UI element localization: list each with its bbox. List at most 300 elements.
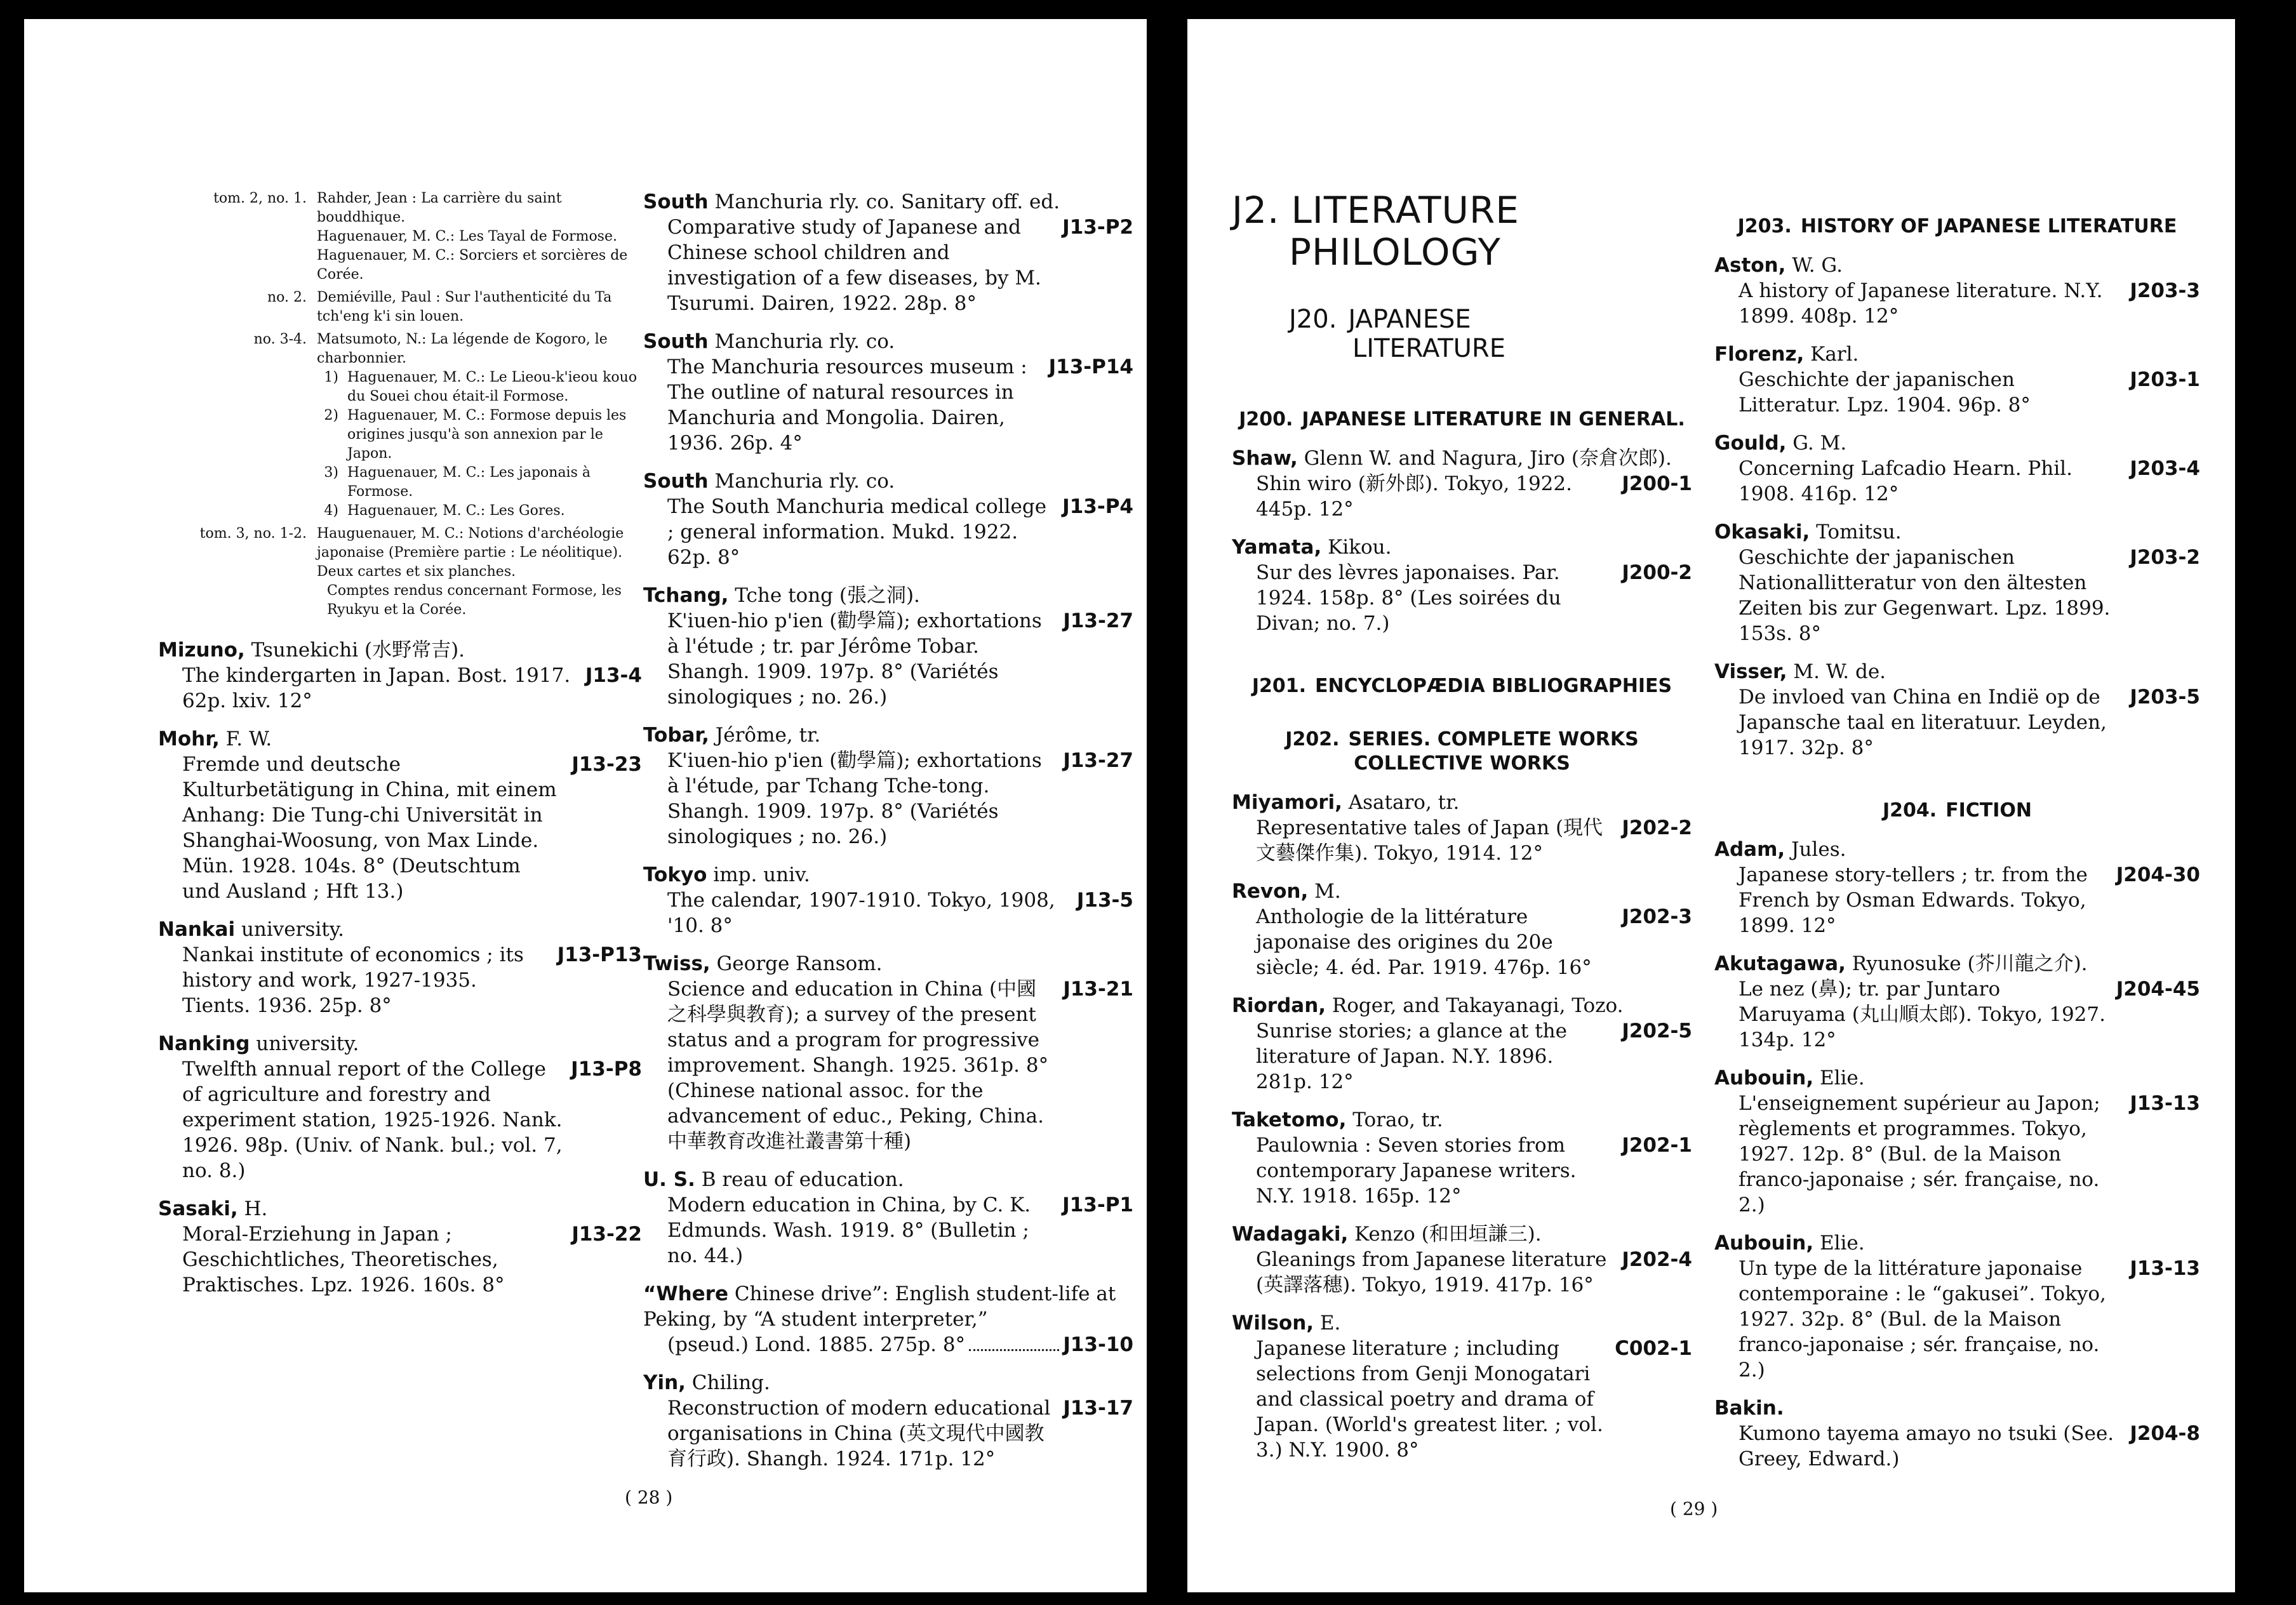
tome-label <box>158 227 317 246</box>
tome-article: Haguenauer, M. C.: Sorciers et sorcières de Corée. <box>317 248 628 283</box>
call-number: J202-3 <box>1622 905 1692 928</box>
entry-author: Okasaki, <box>1714 521 1810 543</box>
entry-citation <box>667 608 1133 710</box>
entry-body <box>1714 278 2200 329</box>
entry-citation <box>1256 560 1692 636</box>
entry-author: South <box>643 470 709 493</box>
catalog-entry <box>1232 535 1692 636</box>
entry-description: Representative tales of Japan (現代文藝傑作集). Tokyo, 1914. 12° <box>1256 816 1603 865</box>
entry-heading <box>1232 993 1692 1018</box>
entry-citation <box>1256 1336 1692 1463</box>
catalog-entry <box>1232 790 1692 866</box>
entry-heading <box>643 189 1133 215</box>
tome-label: tom. 2, no. 1. <box>213 190 307 206</box>
call-number: J203-4 <box>2130 457 2200 480</box>
entry-body <box>1714 456 2200 507</box>
tome-block <box>158 524 642 620</box>
entry-name: Jérôme, tr. <box>709 724 821 747</box>
entry-description: Reconstruction of modern educational organisations in China (英文現代中國教育行政). Shangh. 1924. 171p. 12° <box>667 1397 1051 1470</box>
entry-heading <box>643 862 1133 888</box>
entry-description: Science and education in China (中國之科學與教育); a survey of the present status and a program for progressive improvement. Shangh. 1925. 361p. 8° (Chinese national assoc. for the advancement of educ., Peking, China. 中華教育改進社叢書第十種) <box>667 978 1049 1153</box>
entry-citation <box>1256 1133 1692 1209</box>
catalog-entry <box>1714 1065 2200 1218</box>
entry-name: E. <box>1314 1312 1341 1335</box>
chapter-line2: PHILOLOGY <box>1289 230 1501 274</box>
entry-heading <box>1714 837 2200 862</box>
tome-article: Rahder, Jean : La carrière du saint bouddhique. <box>317 190 562 225</box>
entry-description: The Manchuria resources museum : The outline of natural resources in Manchuria and Mongolia. Dairen, 1936. 26p. 4° <box>667 356 1027 455</box>
entry-author: Revon, <box>1232 880 1309 903</box>
tome-article: Matsumoto, N.: La légende de Kogoro, le charbonnier. <box>317 331 608 366</box>
entry-body <box>1232 815 1692 866</box>
entry-name: Torao, tr. <box>1346 1109 1443 1131</box>
entry-description: Japanese story-tellers ; tr. from the French by Osman Edwards. Tokyo, 1899. 12° <box>1739 863 2088 937</box>
entry-author: Bakin. <box>1714 1397 1784 1420</box>
catalog-entry <box>1714 659 2200 761</box>
entry-heading <box>643 1167 1133 1192</box>
entry-author: Wadagaki, <box>1232 1223 1349 1246</box>
entry-heading <box>643 583 1133 608</box>
entry-author: Tchang, <box>643 584 729 607</box>
catalog-entry <box>1232 993 1692 1095</box>
entry-heading <box>1232 446 1692 471</box>
sub-number: 1) <box>324 370 338 385</box>
entry-citation <box>182 752 642 904</box>
tome-row <box>158 189 642 227</box>
catalog-entry <box>1714 430 2200 507</box>
entry-author: Riordan, <box>1232 994 1326 1017</box>
entry-body <box>158 1222 642 1298</box>
entry-body <box>1232 1018 1692 1095</box>
entry-description: Kumono tayema amayo no tsuki (See. Greey, Edward.) <box>1739 1422 2114 1470</box>
call-number: J200-2 <box>1622 561 1692 584</box>
catalog-entry <box>158 637 642 714</box>
tome-block <box>158 288 642 326</box>
entry-citation <box>1739 545 2200 646</box>
call-number: J204-8 <box>2130 1422 2200 1445</box>
entry-heading <box>1714 430 2200 456</box>
entry-author: Akutagawa, <box>1714 952 1846 975</box>
entry-name: M. W. de. <box>1787 660 1886 683</box>
entry-name: Manchuria rly. co. <box>708 330 895 353</box>
entry-name: university. <box>235 918 345 941</box>
entry-author: Tobar, <box>643 724 709 747</box>
entry-description: Twelfth annual report of the College of agriculture and forestry and experiment station, 1925-1926. Nank. 1926. 98p. (Univ. of Nank. bul.; vol. 7, no. 8.) <box>182 1058 563 1182</box>
entry-citation <box>667 888 1133 938</box>
call-number: J203-3 <box>2130 279 2200 302</box>
call-number: J13-P4 <box>1062 495 1133 518</box>
entry-name: Kenzo (和田垣謙三). <box>1348 1223 1542 1246</box>
entry-body <box>1232 1336 1692 1463</box>
entry-description: Shin wiro (新外郎). Tokyo, 1922. 445p. 12° <box>1256 472 1572 521</box>
entry-name: Tche tong (張之洞). <box>728 584 920 607</box>
entry-heading <box>1232 1222 1692 1247</box>
entry-heading <box>158 1196 642 1222</box>
entry-author: Tokyo <box>643 863 707 886</box>
entry-heading <box>1232 535 1692 560</box>
tome-label <box>158 246 317 284</box>
entry-body <box>1714 1421 2200 1472</box>
catalog-entry <box>1714 951 2200 1053</box>
catalog-entry <box>158 1196 642 1298</box>
tome-article: Hauguenauer, M. C.: Notions d'archéologie japonaise (Première partie : Le néolitique). Deux cartes et six planches. <box>317 526 624 580</box>
entry-name: Manchuria rly. co. Sanitary off. ed. <box>708 190 1060 213</box>
catalog-entry <box>643 1167 1133 1269</box>
dot-leader <box>969 1349 1059 1351</box>
entry-heading <box>1714 1065 2200 1091</box>
subchapter-line1: JAPANESE <box>1348 305 1471 334</box>
entry-heading <box>1714 519 2200 545</box>
entry-description: Sunrise stories; a glance at the literature of Japan. N.Y. 1896. 281p. 12° <box>1256 1020 1567 1093</box>
section-heading-j204: J204. FICTION <box>1882 799 2032 822</box>
call-number: J13-P2 <box>1062 216 1133 239</box>
entry-name: Elie. <box>1813 1067 1865 1089</box>
entry-citation <box>1739 456 2200 507</box>
chapter-line1: LITERATURE <box>1291 189 1519 232</box>
entry-body <box>1714 1256 2200 1383</box>
entry-description: The South Manchuria medical college ; general information. Mukd. 1922. 62p. 8° <box>667 495 1047 569</box>
j200-entry-list <box>1232 446 1692 636</box>
catalog-entry <box>1232 1310 1692 1463</box>
entry-name: Elie. <box>1813 1232 1865 1255</box>
entry-author: Twiss, <box>643 952 711 975</box>
entry-name: G. M. <box>1786 432 1847 455</box>
entry-body <box>1714 684 2200 761</box>
entry-heading <box>158 1031 642 1056</box>
call-number: J202-4 <box>1622 1248 1692 1271</box>
j203-entry-list <box>1714 253 2200 761</box>
entry-citation <box>1739 976 2200 1053</box>
entry-body <box>158 752 642 904</box>
catalog-entry <box>643 329 1133 456</box>
catalog-entry <box>643 951 1133 1154</box>
entry-body <box>158 1056 642 1183</box>
entry-body <box>1714 862 2200 938</box>
entry-citation <box>1739 367 2200 418</box>
entry-body <box>1232 1247 1692 1298</box>
section-heading-j201: J201. ENCYCLOPÆDIA BIBLIOGRAPHIES <box>1251 675 1672 697</box>
call-number: J13-P1 <box>1062 1194 1133 1216</box>
entry-citation <box>1739 1091 2200 1218</box>
entry-citation <box>1256 1018 1692 1095</box>
entry-description: Fremde und deutsche Kulturbetätigung in China, mit einem Anhang: Die Tung-chi Universität in Shanghai-Woosung, von Max Linde. Mün. 1928. 104s. 8° (Deutschtum und Ausland ; Hft 13.) <box>182 753 557 903</box>
tome-row <box>158 227 642 246</box>
entry-description: Un type de la littérature japonaise contemporaine : le “gakusei”. Tokyo, 1927. 32p. 8° (Bul. de la Maison franco-japonaise ; sér. française, no. 2.) <box>1739 1257 2106 1382</box>
entry-heading <box>643 329 1133 354</box>
call-number: J13-P14 <box>1048 356 1133 378</box>
sub-text: Haguenauer, M. C.: Le Lieou-k'ieou kouo du Souei chou était-il Formose. <box>347 370 637 404</box>
call-number: J13-22 <box>571 1223 642 1246</box>
entry-name: Roger, and Takayanagi, Tozo. <box>1326 994 1624 1017</box>
entry-citation <box>182 1056 642 1183</box>
entry-heading <box>158 637 642 663</box>
entry-author: Aubouin, <box>1714 1232 1814 1255</box>
call-number: J204-45 <box>2116 978 2200 1001</box>
entry-description: The kindergarten in Japan. Bost. 1917. 62p. lxiv. 12° <box>182 664 571 712</box>
entry-description: Gleanings from Japanese literature (英譯落穗). Tokyo, 1919. 417p. 16° <box>1256 1248 1607 1296</box>
entry-citation <box>1256 815 1692 866</box>
entry-heading <box>1232 1310 1692 1336</box>
right-page <box>1187 19 2235 1592</box>
entry-author: Miyamori, <box>1232 791 1342 814</box>
call-number: J203-2 <box>2130 546 2200 569</box>
catalog-entry <box>1232 1222 1692 1298</box>
entry-name: F. W. <box>219 728 272 750</box>
entry-name: George Ransom. <box>710 952 883 975</box>
call-number: J203-5 <box>2130 686 2200 709</box>
j204-entry-list <box>1714 837 2200 1472</box>
right-column-2 <box>1714 189 2200 1484</box>
call-number: J13-5 <box>1076 889 1133 912</box>
entry-author: Yin, <box>643 1371 686 1394</box>
entry-body <box>158 663 642 714</box>
entry-body <box>1714 545 2200 646</box>
entry-heading <box>643 723 1133 748</box>
entry-heading <box>643 1370 1133 1395</box>
entry-description: Geschichte der japanischen Litteratur. Lpz. 1904. 96p. 8° <box>1739 368 2031 416</box>
tome-block <box>158 189 642 284</box>
call-number: J13-13 <box>2130 1092 2200 1115</box>
entry-description: Anthologie de la littérature japonaise des origines du 20e siècle; 4. éd. Par. 1919. 476p. 16° <box>1256 905 1592 979</box>
tome-label: tom. 3, no. 1-2. <box>199 526 307 542</box>
entry-name: Tomitsu. <box>1810 521 1902 543</box>
sub-number: 4) <box>324 503 338 519</box>
entry-description: Moral-Erziehung in Japan ; Geschichtliches, Theoretisches, Praktisches. Lpz. 1926. 160s. 8° <box>182 1223 505 1296</box>
entry-author: U. S. <box>643 1168 695 1191</box>
catalog-entry <box>1714 519 2200 646</box>
entry-body <box>1232 1133 1692 1209</box>
tome-row <box>158 330 642 368</box>
entry-citation <box>182 942 642 1018</box>
entry-citation <box>667 976 1133 1154</box>
tome-label: no. 3-4. <box>253 331 307 347</box>
catalog-entry <box>1232 1107 1692 1209</box>
entry-description: Sur des lèvres japonaises. Par. 1924. 158p. 8° (Les soirées du Divan; no. 7.) <box>1256 561 1561 635</box>
entry-heading <box>1232 790 1692 815</box>
entry-body <box>1232 904 1692 980</box>
call-number: J13-23 <box>571 753 642 776</box>
entry-body <box>1714 1091 2200 1218</box>
catalog-entry <box>1714 1395 2200 1472</box>
entry-citation <box>667 1192 1133 1269</box>
entry-description: (pseud.) Lond. 1885. 275p. 8° <box>667 1333 966 1356</box>
entry-name: H. <box>237 1197 268 1220</box>
catalog-entry <box>1232 879 1692 980</box>
entry-heading <box>158 726 642 752</box>
entry-description: Japanese literature ; including selections from Genji Monogatari and classical poetry and drama of Japan. (World's greatest liter. ; vol. 3.) N.Y. 1900. 8° <box>1256 1337 1603 1462</box>
entry-body <box>643 608 1133 710</box>
call-number: J13-21 <box>1063 978 1133 1001</box>
page-number-left: ( 28 ) <box>625 1487 673 1508</box>
entry-name: Kikou. <box>1321 536 1392 559</box>
entry-heading <box>1714 1395 2200 1421</box>
entry-heading <box>643 951 1133 976</box>
call-number: J13-27 <box>1063 609 1133 632</box>
entry-body <box>643 494 1133 570</box>
entry-citation <box>1739 1256 2200 1383</box>
entry-description: Nankai institute of economics ; its history and work, 1927-1935. Tients. 1936. 25p. 8° <box>182 943 524 1017</box>
entry-description: Modern education in China, by C. K. Edmunds. Wash. 1919. 8° (Bulletin ; no. 44.) <box>667 1194 1031 1267</box>
section-heading-j200: J200. JAPANESE LITERATURE IN GENERAL. <box>1239 408 1685 430</box>
right-column-1 <box>1232 189 1692 1475</box>
entry-citation <box>1739 684 2200 761</box>
entry-body <box>1232 560 1692 636</box>
catalog-entry <box>158 917 642 1018</box>
call-number: J13-13 <box>2130 1257 2200 1280</box>
catalog-entry <box>1232 446 1692 522</box>
entry-author: Florenz, <box>1714 343 1805 366</box>
entry-description: Paulownia : Seven stories from contemporary Japanese writers. N.Y. 1918. 165p. 12° <box>1256 1134 1577 1208</box>
call-number: J13-4 <box>585 664 642 687</box>
entry-body <box>1714 976 2200 1053</box>
call-number: J13-17 <box>1063 1397 1133 1420</box>
entry-body <box>1232 471 1692 522</box>
entry-author: Sasaki, <box>158 1197 238 1220</box>
entry-citation <box>1739 862 2200 938</box>
tome-row <box>158 288 642 326</box>
catalog-entry <box>643 469 1133 570</box>
entry-body <box>1714 367 2200 418</box>
tome-article: Demiéville, Paul : Sur l'authenticité du Ta tch'eng k'i sin louen. <box>317 290 612 324</box>
call-number: J13-P13 <box>557 943 642 966</box>
entry-author: Shaw, <box>1232 447 1298 470</box>
entry-citation <box>667 1395 1133 1472</box>
chapter-title <box>1232 189 1692 273</box>
entry-description: K'iuen-hio p'ien (勸學篇); exhortations à l'étude ; tr. par Jérôme Tobar. Shangh. 1909. 197p. 8° (Variétés sinologiques ; no. 26.) <box>667 609 1042 709</box>
call-number: J202-5 <box>1622 1020 1692 1042</box>
entry-name: M. <box>1308 880 1341 903</box>
entry-author: South <box>643 190 709 213</box>
entry-citation <box>667 354 1133 456</box>
catalog-entry <box>1714 837 2200 938</box>
left-column-1 <box>158 189 642 1310</box>
entry-body <box>158 942 642 1018</box>
entry-body <box>643 976 1133 1154</box>
catalog-entry <box>158 1031 642 1183</box>
call-number: J202-1 <box>1622 1134 1692 1157</box>
j202-entry-list <box>1232 790 1692 1463</box>
call-number: J204-30 <box>2116 863 2200 886</box>
entry-author: Wilson, <box>1232 1312 1314 1335</box>
page-number-right: ( 29 ) <box>1670 1498 1718 1519</box>
catalog-entry <box>643 862 1133 938</box>
section-heading-j202: J202. SERIES. COMPLETE WORKS COLLECTIVE WORKS <box>1285 728 1639 775</box>
tome-row <box>158 524 642 582</box>
entry-author: Nanking <box>158 1032 250 1055</box>
entry-description: Geschichte der japanischen Nationallitteratur von den ältesten Zeiten bis zur Gegenwart. Lpz. 1899. 153s. 8° <box>1739 546 2111 645</box>
entry-description: Concerning Lafcadio Hearn. Phil. 1908. 416p. 12° <box>1739 457 2072 505</box>
entry-author: Taketomo, <box>1232 1109 1347 1131</box>
entry-description: A history of Japanese literature. N.Y. 1899. 408p. 12° <box>1739 279 2103 328</box>
entry-heading <box>158 917 642 942</box>
entry-name: Jules. <box>1785 838 1846 861</box>
section-heading-j203: J203. HISTORY OF JAPANESE LITERATURE <box>1737 215 2177 237</box>
tome-label: no. 2. <box>267 290 307 305</box>
call-number: J13-P8 <box>571 1058 642 1081</box>
tome-sub-article <box>317 463 642 502</box>
entry-citation <box>667 215 1133 316</box>
entry-name: Manchuria rly. co. <box>708 470 895 493</box>
entry-description: The calendar, 1907-1910. Tokyo, 1908, '10. 8° <box>667 889 1055 937</box>
chapter-code: J2. <box>1232 189 1280 232</box>
entry-heading <box>1714 1230 2200 1256</box>
tome-block <box>158 330 642 521</box>
entry-name: imp. univ. <box>707 863 810 886</box>
subchapter-code: J20. <box>1289 305 1337 334</box>
tome-article: Haguenauer, M. C.: Les Tayal de Formose. <box>317 229 617 244</box>
entry-citation <box>667 748 1133 849</box>
entry-citation <box>182 1222 642 1298</box>
entry-body <box>643 1395 1133 1472</box>
entry-body <box>643 1332 1133 1357</box>
sub-number: 3) <box>324 465 338 481</box>
entry-body <box>643 1192 1133 1269</box>
sub-text: Haguenauer, M. C.: Les Gores. <box>347 503 565 519</box>
catalog-entry <box>1714 253 2200 329</box>
entry-heading <box>1232 1107 1692 1133</box>
entry-citation <box>1256 1247 1692 1298</box>
entry-author: Mohr, <box>158 728 220 750</box>
entry-name: Karl. <box>1804 343 1859 366</box>
tome-note: Comptes rendus concernant Formose, les Ryukyu et la Corée. <box>327 583 622 618</box>
entry-name: W. G. <box>1785 254 1843 277</box>
tome-sub-article <box>317 368 642 406</box>
entry-author: Visser, <box>1714 660 1787 683</box>
call-number: C002-1 <box>1615 1337 1692 1360</box>
entry-name: Ryunosuke (芥川龍之介). <box>1845 952 2088 975</box>
entry-heading <box>1714 951 2200 976</box>
entry-heading <box>1714 659 2200 684</box>
catalog-entry <box>1714 342 2200 418</box>
sub-text: Haguenauer, M. C.: Formose depuis les origines jusqu'à son annexion par le Japon. <box>347 408 627 462</box>
entry-body <box>643 748 1133 849</box>
entry-citation <box>182 663 642 714</box>
tome-list <box>158 189 642 620</box>
subchapter-line2: LITERATURE <box>1352 334 1505 363</box>
entry-name: Chiling. <box>685 1371 770 1394</box>
entry-author: Mizuno, <box>158 639 245 662</box>
entry-heading <box>643 1281 1133 1332</box>
left-page <box>24 19 1147 1592</box>
left-column-2 <box>643 189 1133 1484</box>
entry-citation <box>1256 904 1692 980</box>
catalog-entry <box>1714 1230 2200 1383</box>
entry-name: B reau of education. <box>695 1168 904 1191</box>
catalog-entry <box>643 583 1133 710</box>
tome-sub-article <box>317 406 642 463</box>
entry-description: Comparative study of Japanese and Chinese school children and investigation of a few diseases, by M. Tsurumi. Dairen, 1922. 28p. 8° <box>667 216 1041 315</box>
catalog-entry <box>643 1370 1133 1472</box>
entry-heading <box>1714 253 2200 278</box>
entry-description: K'iuen-hio p'ien (勸學篇); exhortations à l'étude, par Tchang Tche-tong. Shangh. 1909. 197p. 8° (Variétés sinologiques ; no. 26.) <box>667 749 1042 848</box>
entry-name: Chinese drive”: English student-life at Peking, by “A student interpreter,” <box>643 1282 1116 1331</box>
entry-body <box>643 215 1133 316</box>
entry-citation <box>667 494 1133 570</box>
entry-author: Nankai <box>158 918 236 941</box>
entry-heading <box>643 469 1133 494</box>
call-number: J200-1 <box>1622 472 1692 495</box>
catalog-entry <box>643 723 1133 849</box>
entry-author: Yamata, <box>1232 536 1322 559</box>
call-number: J13-27 <box>1063 749 1133 772</box>
entry-citation <box>667 1332 1133 1357</box>
entry-citation <box>1739 278 2200 329</box>
entry-body <box>643 354 1133 456</box>
call-number: J13-10 <box>1063 1333 1133 1356</box>
entry-description: Le nez (鼻); tr. par Juntaro Maruyama (丸山順太郎). Tokyo, 1927. 134p. 12° <box>1739 978 2106 1051</box>
entry-author: South <box>643 330 709 353</box>
entry-body <box>643 888 1133 938</box>
